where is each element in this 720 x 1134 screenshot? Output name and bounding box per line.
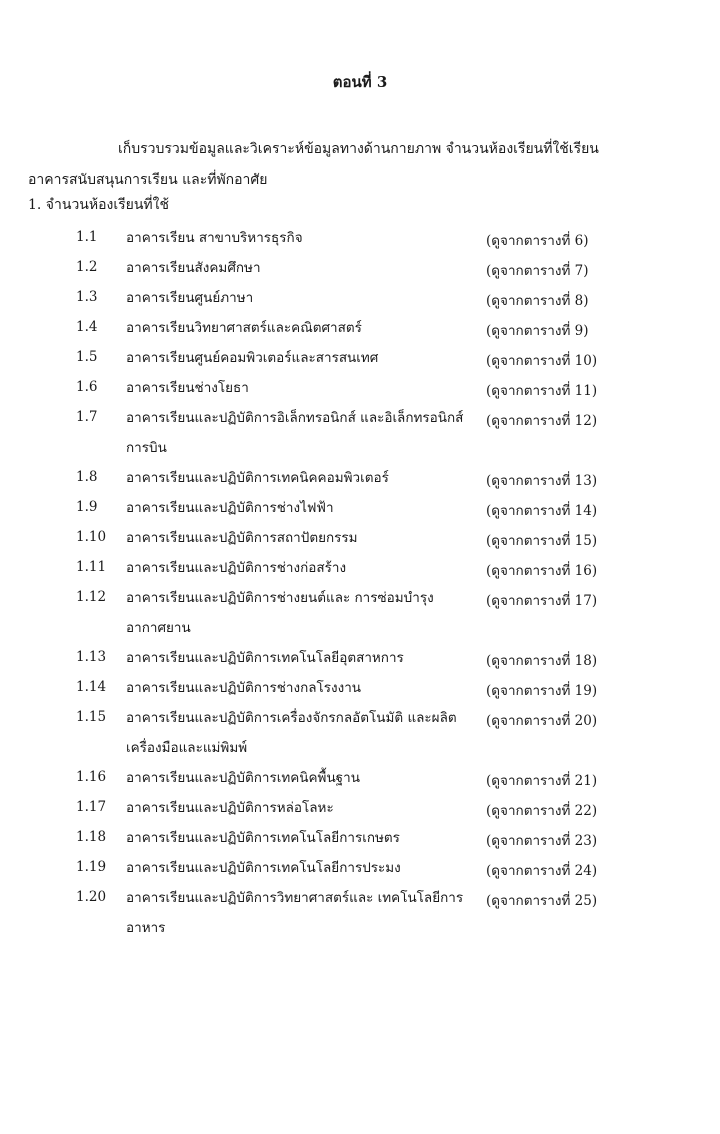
- list-item: [0, 253, 720, 283]
- list-item: [0, 313, 720, 343]
- list-item: [0, 883, 720, 943]
- item-title: อาคารเรียนและปฏิบัติการหล่อโลหะ: [126, 800, 334, 816]
- item-title: อาคารเรียนและปฏิบัติการอิเล็กทรอนิกส์ และอิเล็กทรอนิกส์การบิน: [126, 410, 464, 456]
- item-number: 1.10: [76, 529, 107, 545]
- item-table-reference: (ดูจากตารางที่ 18): [486, 653, 598, 669]
- item-number: 1.11: [76, 559, 107, 575]
- item-table-reference: (ดูจากตารางที่ 8): [486, 293, 589, 309]
- item-table-reference: (ดูจากตารางที่ 20): [486, 713, 598, 729]
- item-title: อาคารเรียนและปฏิบัติการช่างก่อสร้าง: [126, 560, 347, 576]
- list-item: [0, 763, 720, 793]
- item-number: 1.8: [76, 469, 98, 485]
- item-table-reference: (ดูจากตารางที่ 11): [486, 383, 598, 399]
- item-table-reference: (ดูจากตารางที่ 25): [486, 893, 598, 909]
- item-number: 1.19: [76, 859, 107, 875]
- list-item: [0, 403, 720, 463]
- item-title: อาคารเรียนและปฏิบัติการเทคนิคพื้นฐาน: [126, 770, 360, 786]
- item-table-reference: (ดูจากตารางที่ 16): [486, 563, 598, 579]
- item-table-reference: (ดูจากตารางที่ 12): [486, 413, 598, 429]
- item-title: อาคารเรียนสังคมศึกษา: [126, 260, 261, 276]
- item-number: 1.18: [76, 829, 107, 845]
- item-table-reference: (ดูจากตารางที่ 15): [486, 533, 598, 549]
- item-title: อาคารเรียนศูนย์คอมพิวเตอร์และสารสนเทศ: [126, 350, 379, 366]
- item-title: อาคารเรียนและปฏิบัติการเทคโนโลยีการประมง: [126, 860, 401, 876]
- item-number: 1.7: [76, 409, 98, 425]
- item-title: อาคารเรียนและปฏิบัติการช่างกลโรงงาน: [126, 680, 362, 696]
- item-number: 1.17: [76, 799, 107, 815]
- item-number: 1.3: [76, 289, 98, 305]
- item-table-reference: (ดูจากตารางที่ 22): [486, 803, 598, 819]
- item-table-reference: (ดูจากตารางที่ 23): [486, 833, 598, 849]
- item-title: อาคารเรียนและปฏิบัติการวิทยาศาสตร์และ เทคโนโลยีการอาหาร: [126, 890, 464, 936]
- intro-line-1: เก็บรวบรวมข้อมูลและวิเคราะห์ข้อมูลทางด้านกายภาพ จำนวนห้องเรียนที่ใช้เรียน: [118, 141, 599, 157]
- item-number: 1.1: [76, 229, 98, 245]
- item-title: อาคารเรียน สาขาบริหารธุรกิจ: [126, 230, 303, 246]
- item-table-reference: (ดูจากตารางที่ 21): [486, 773, 598, 789]
- item-title: อาคารเรียนและปฏิบัติการช่างยนต์และ การซ่อมบำรุงอากาศยาน: [126, 590, 434, 636]
- item-table-reference: (ดูจากตารางที่ 14): [486, 503, 598, 519]
- item-table-reference: (ดูจากตารางที่ 17): [486, 593, 598, 609]
- item-number: 1.6: [76, 379, 98, 395]
- list-item: [0, 373, 720, 403]
- item-title: อาคารเรียนและปฏิบัติการเทคโนโลยีอุตสาหการ: [126, 650, 404, 666]
- list-item: [0, 523, 720, 553]
- list-item: [0, 343, 720, 373]
- item-number: 1.2: [76, 259, 98, 275]
- item-number: 1.16: [76, 769, 107, 785]
- item-table-reference: (ดูจากตารางที่ 13): [486, 473, 598, 489]
- list-item: [0, 643, 720, 673]
- list-item: [0, 493, 720, 523]
- item-title: อาคารเรียนช่างโยธา: [126, 380, 249, 396]
- item-table-reference: (ดูจากตารางที่ 9): [486, 323, 589, 339]
- item-number: 1.20: [76, 889, 107, 905]
- section-title: 1. จำนวนห้องเรียนที่ใช้: [28, 197, 169, 213]
- item-table-reference: (ดูจากตารางที่ 7): [486, 263, 589, 279]
- list-item: [0, 223, 720, 253]
- list-item: [0, 853, 720, 883]
- list-item: [0, 673, 720, 703]
- item-title: อาคารเรียนและปฏิบัติการช่างไฟฟ้า: [126, 500, 334, 516]
- list-item: [0, 283, 720, 313]
- item-title: อาคารเรียนและปฏิบัติการเทคโนโลยีการเกษตร: [126, 830, 400, 846]
- item-number: 1.13: [76, 649, 107, 665]
- list-item: [0, 823, 720, 853]
- item-title: อาคารเรียนศูนย์ภาษา: [126, 290, 254, 306]
- list-item: [0, 583, 720, 643]
- item-title: อาคารเรียนและปฏิบัติการสถาปัตยกรรม: [126, 530, 358, 546]
- list-item: [0, 553, 720, 583]
- item-title: อาคารเรียนวิทยาศาสตร์และคณิตศาสตร์: [126, 320, 362, 336]
- intro-paragraph: [28, 134, 708, 196]
- item-number: 1.14: [76, 679, 107, 695]
- item-title: อาคารเรียนและปฏิบัติการเครื่องจักรกลอัตโนมัติ และผลิตเครื่องมือและแม่พิมพ์: [126, 710, 457, 756]
- item-number: 1.9: [76, 499, 98, 515]
- item-number: 1.12: [76, 589, 107, 605]
- list-item: [0, 703, 720, 763]
- item-number: 1.4: [76, 319, 98, 335]
- list-item: [0, 793, 720, 823]
- item-table-reference: (ดูจากตารางที่ 19): [486, 683, 598, 699]
- list-item: [0, 463, 720, 493]
- item-number: 1.5: [76, 349, 98, 365]
- item-number: 1.15: [76, 709, 107, 725]
- item-table-reference: (ดูจากตารางที่ 10): [486, 353, 598, 369]
- page-heading: ตอนที่ 3: [332, 73, 388, 91]
- intro-line-2: อาคารสนับสนุนการเรียน และที่พักอาศัย: [28, 172, 268, 188]
- item-title: อาคารเรียนและปฏิบัติการเทคนิคคอมพิวเตอร์: [126, 470, 389, 486]
- item-table-reference: (ดูจากตารางที่ 6): [486, 233, 589, 249]
- building-list: [0, 223, 720, 943]
- item-table-reference: (ดูจากตารางที่ 24): [486, 863, 598, 879]
